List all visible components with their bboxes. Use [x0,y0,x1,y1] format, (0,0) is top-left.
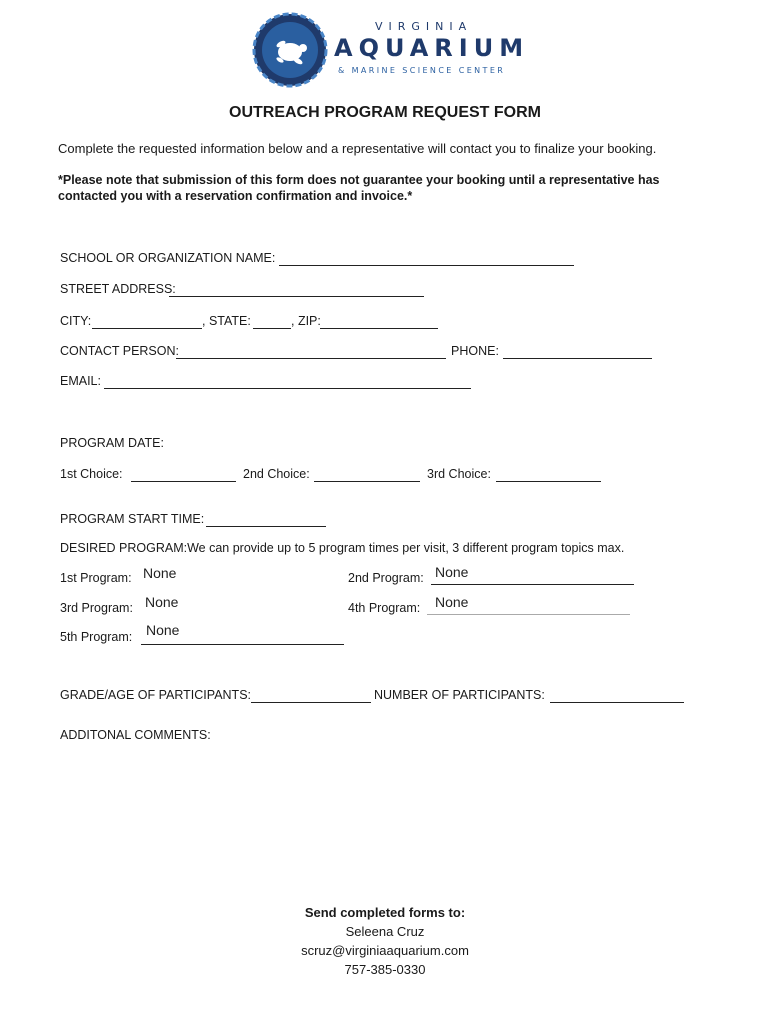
footer-contact [0,903,770,979]
logo-line-aquarium: AQUARIUM [334,34,530,62]
grade-input-line[interactable] [251,702,371,703]
program4-label: 4th Program: [348,601,421,615]
street-label: STREET ADDRESS: [60,282,176,296]
phone-input-line[interactable] [503,358,652,359]
school-input-line[interactable] [279,265,574,266]
contact-label: CONTACT PERSON: [60,344,179,358]
choice2-input-line[interactable] [314,481,420,482]
logo-line-subtitle: & MARINE SCIENCE CENTER [338,66,506,75]
program2-input-line [431,584,634,585]
comments-label: ADDITONAL COMMENTS: [60,728,211,742]
desired-program-note: We can provide up to 5 program times per visit, 3 different program topics max. [187,541,625,555]
program5-label: 5th Program: [60,630,133,644]
program1-label: 1st Program: [60,571,132,585]
zip-input-line[interactable] [320,328,438,329]
desired-program-label [60,541,624,555]
start-time-label: PROGRAM START TIME: [60,512,205,526]
disclaimer-line-1: *Please note that submission of this form does not guarantee your booking until a representative has [58,173,660,187]
city-input-line[interactable] [92,328,202,329]
email-input-line[interactable] [104,388,471,389]
choice1-input-line[interactable] [131,481,236,482]
program1-field[interactable]: None [143,565,177,581]
city-label: CITY: [60,314,92,328]
intro-text: Complete the requested information below and a representative will contact you to finalize your booking. [58,141,657,156]
program4-input-line [427,614,630,615]
contact-input-line[interactable] [176,358,446,359]
program-date-label: PROGRAM DATE: [60,436,164,450]
turtle-emblem-icon [250,10,330,90]
participants-input-line[interactable] [550,702,684,703]
phone-label: PHONE: [451,344,499,358]
start-time-input-line[interactable] [206,526,326,527]
choice3-input-line[interactable] [496,481,601,482]
virginia-aquarium-logo [250,10,540,90]
choice2-label: 2nd Choice: [243,467,310,481]
footer-phone: 757-385-0330 [344,962,426,977]
program5-input-line [141,644,344,645]
form-title: OUTREACH PROGRAM REQUEST FORM [229,104,541,121]
choice3-label: 3rd Choice: [427,467,491,481]
state-label: , STATE: [202,314,251,328]
zip-label: , ZIP: [291,314,321,328]
footer-name: Seleena Cruz [345,924,425,939]
desired-program-heading: DESIRED PROGRAM: [60,541,188,555]
program5-field[interactable]: None [146,622,180,638]
program4-field[interactable]: None [435,594,469,610]
street-input-line[interactable] [169,296,424,297]
email-label: EMAIL: [60,374,101,388]
school-label: SCHOOL OR ORGANIZATION NAME: [60,251,276,265]
disclaimer-line-2: contacted you with a reservation confirmation and invoice.* [58,189,413,203]
program2-label: 2nd Program: [348,571,424,585]
grade-label: GRADE/AGE OF PARTICIPANTS: [60,688,252,702]
state-input-line[interactable] [253,328,291,329]
disclaimer-note [58,172,718,204]
participants-label: NUMBER OF PARTICIPANTS: [374,688,545,702]
footer-heading: Send completed forms to: [304,905,466,920]
program3-label: 3rd Program: [60,601,133,615]
program2-field[interactable]: None [435,564,469,580]
choice1-label: 1st Choice: [60,467,123,481]
logo-line-virginia: VIRGINIA [375,20,473,33]
program3-field[interactable]: None [145,594,179,610]
footer-email: scruz@virginiaaquarium.com [301,943,469,958]
